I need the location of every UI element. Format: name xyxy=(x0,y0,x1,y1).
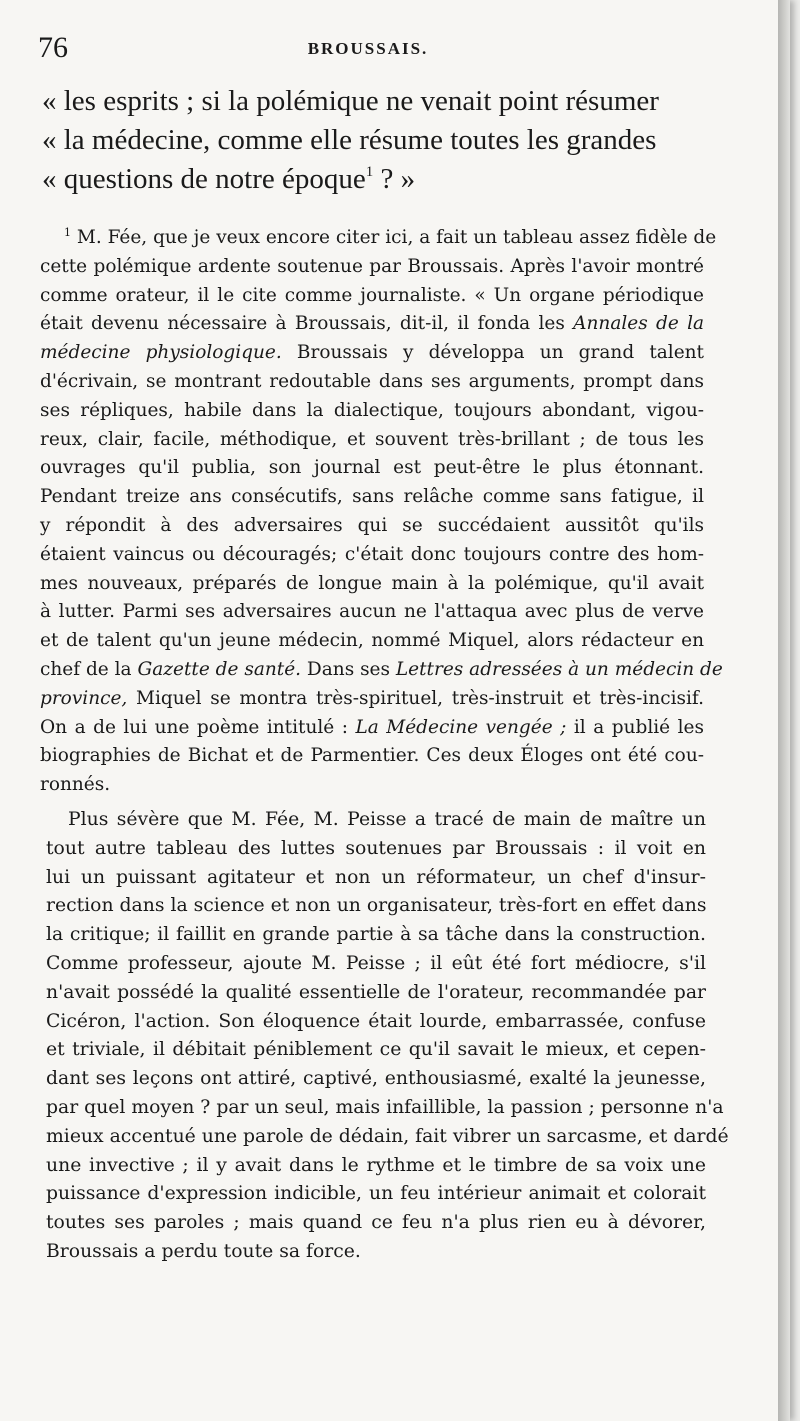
paragraph-line: et triviale, il débitait péniblement ce qu'il savait le mieux, et cepen- xyxy=(46,1039,706,1061)
paragraph-line: Plus sévère que M. Fée, M. Peisse a tracé de main de maître un xyxy=(68,809,706,830)
quote-block xyxy=(42,82,702,199)
paragraph-line: Broussais a perdu toute sa force. xyxy=(46,1240,361,1262)
quote-line: « les esprits ; si la polémique ne venait point résumer xyxy=(42,85,659,117)
footnote-line-text: il a publié les xyxy=(566,716,704,738)
paragraph-line: mieux accentué une parole de dédain, fait vibrer un sarcasme, et dardé xyxy=(46,1125,729,1147)
quote-line-end: ? » xyxy=(373,163,416,195)
poem-title: La Médecine vengée ; xyxy=(355,716,567,738)
footnote-reference: 1 xyxy=(365,164,374,180)
footnote-line-text: chef de la xyxy=(40,658,138,680)
paragraph-line: puissance d'expression indicible, un feu intérieur animait et colorait xyxy=(46,1183,706,1205)
footnote-marker: 1 xyxy=(64,226,71,239)
footnote-line: d'écrivain, se montrant redoutable dans ses arguments, prompt dans xyxy=(40,370,704,392)
body-paragraph xyxy=(46,806,729,1267)
journal-title: Annales de la xyxy=(573,313,705,335)
quote-line xyxy=(42,160,702,199)
footnote-line: Pendant treize ans consécutifs, sans relâche comme sans fatigue, il xyxy=(40,486,704,508)
paragraph-line: n'avait possédé la qualité essentielle de l'orateur, recommandée par xyxy=(46,981,706,1003)
footnote-line-text: était devenu nécessaire à Broussais, dit-il, il fonda les xyxy=(40,313,574,335)
paragraph-line: une invective ; il y avait dans le rythme et le timbre de sa voix une xyxy=(46,1154,706,1176)
journal-title: médecine physiologique. xyxy=(40,342,282,364)
footnote-line: à lutter. Parmi ses adversaires aucun ne l'attaqua avec plus de verve xyxy=(40,601,704,623)
quote-line: « la médecine, comme elle résume toutes les grandes xyxy=(42,124,657,156)
footnote-line xyxy=(40,714,704,743)
paragraph-line: toutes ses paroles ; mais quand ce feu n'a plus rien eu à dévorer, xyxy=(46,1212,706,1234)
footnote-line: ronnés. xyxy=(40,774,111,796)
footnote-line: ses répliques, habile dans la dialectique, toujours abondant, vigou- xyxy=(40,399,704,421)
footnote-line-text: Dans ses xyxy=(301,658,396,680)
footnote-line: et de talent qu'un jeune médecin, nommé Miquel, alors rédacteur en xyxy=(40,630,704,652)
footnote-line xyxy=(40,656,723,685)
paragraph-line: dant ses leçons ont attiré, captivé, enthousiasmé, exalté la jeunesse, xyxy=(46,1068,706,1090)
footnote-line xyxy=(40,339,704,368)
footnote-line-text: M. Fée, que je veux encore citer ici, a fait un tableau assez fidèle de xyxy=(71,227,717,248)
footnote-line xyxy=(40,224,717,253)
footnote-line-text: Miquel se montra très-spirituel, très-instruit et très-incisif. xyxy=(127,687,704,709)
footnote-line: comme orateur, il le cite comme journaliste. « Un organe périodique xyxy=(40,284,704,306)
paragraph-line: la critique; il faillit en grande partie à sa tâche dans la construction. xyxy=(46,924,706,946)
footnote-line: y répondit à des adversaires qui se succédaient aussitôt qu'ils xyxy=(40,514,704,536)
paragraph-line: Comme professeur, ajoute M. Peisse ; il eût été fort médiocre, s'il xyxy=(46,952,706,974)
book-title: province, xyxy=(40,687,128,709)
footnote-line: cette polémique ardente soutenue par Broussais. Après l'avoir montré xyxy=(40,255,704,277)
footnote xyxy=(40,224,723,800)
journal-title: Gazette de santé. xyxy=(137,658,302,680)
footnote-line: reux, clair, facile, méthodique, et souvent très-brillant ; de tous les xyxy=(40,428,704,450)
paragraph-line: Cicéron, l'action. Son éloquence était lourde, embarrassée, confuse xyxy=(46,1010,706,1032)
footnote-line: ouvrages qu'il publia, son journal est peut-être le plus étonnant. xyxy=(40,457,704,479)
footnote-line: mes nouveaux, préparés de longue main à la polémique, qu'il avait xyxy=(40,572,704,594)
paragraph-line: tout autre tableau des luttes soutenues par Broussais : il voit en xyxy=(46,837,706,859)
footnote-line-text: On a de lui une poème intitulé : xyxy=(40,716,356,738)
footnote-line-text: Broussais y développa un grand talent xyxy=(281,342,704,364)
footnote-line: biographies de Bichat et de Parmentier. Ces deux Éloges ont été cou- xyxy=(40,745,704,767)
quote-line-text: « questions de notre époque xyxy=(42,163,366,195)
footnote-line: étaient vaincus ou découragés; c'était donc toujours contre des hom- xyxy=(40,543,704,565)
footnote-line xyxy=(40,685,704,714)
book-title: Lettres adressées à un médecin de xyxy=(395,658,723,680)
paragraph-line: par quel moyen ? par un seul, mais infaillible, la passion ; personne n'a xyxy=(46,1096,724,1118)
running-title: BROUSSAIS. xyxy=(307,39,429,58)
page-number: 76 xyxy=(38,31,68,64)
paragraph-line: rection dans la science et non un organisateur, très-fort en effet dans xyxy=(46,895,707,917)
running-head xyxy=(38,28,698,68)
footnote-line xyxy=(40,310,704,339)
page-edge-shadow xyxy=(778,0,790,1421)
paragraph-line: lui un puissant agitateur et non un réformateur, un chef d'insur- xyxy=(46,866,706,888)
